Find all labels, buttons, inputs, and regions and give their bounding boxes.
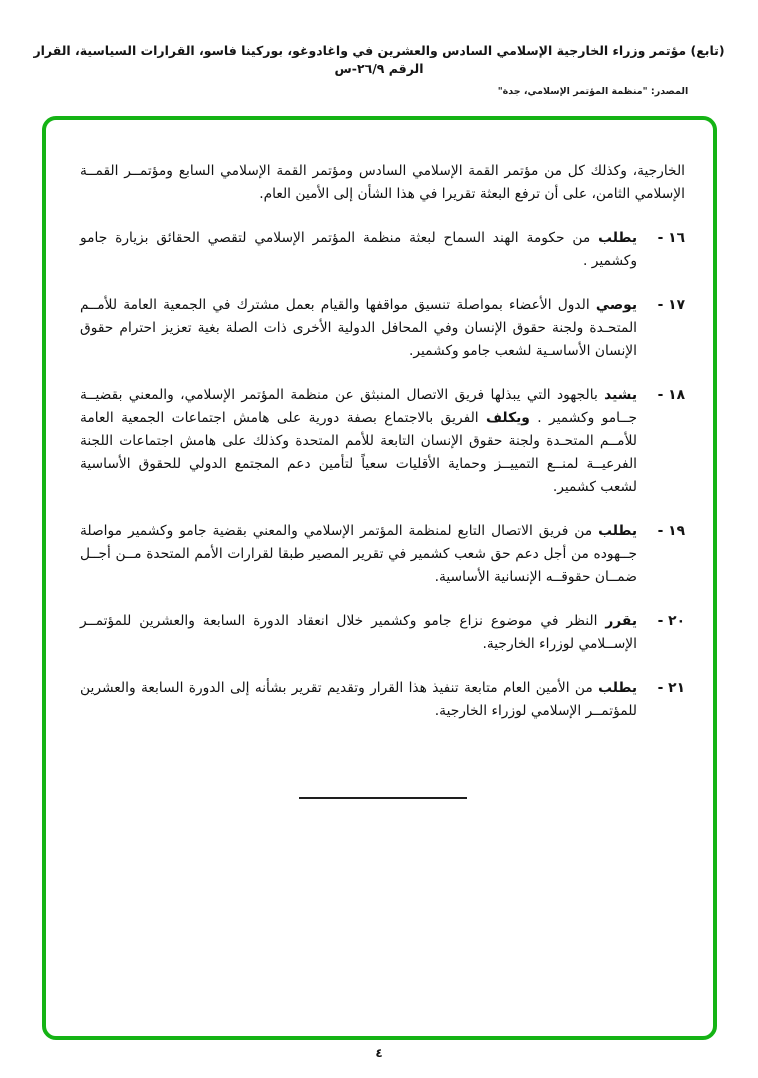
header-source: المصدر: "منظمة المؤتمر الإسلامي، جدة" xyxy=(497,86,689,97)
resolution-item-16 xyxy=(80,227,685,273)
resolution-item-17 xyxy=(80,294,685,363)
resolution-item-21 xyxy=(80,677,685,723)
resolution-item-20 xyxy=(80,610,685,656)
item-number: ٢١ - xyxy=(657,680,685,696)
item-lead-word: يطلب xyxy=(598,680,637,696)
item-text xyxy=(80,384,637,499)
item-text xyxy=(80,677,637,723)
item-body: النظر في موضوع نزاع جامو وكشمير خلال انعقاد الدورة السابعة والعشرين للمؤتمــر الإســلامي لوزراء الخارجية. xyxy=(80,613,637,652)
item-lead-word: يطلب xyxy=(598,523,637,539)
intro-paragraph: الخارجية، وكذلك كل من مؤتمر القمة الإسلامي السادس ومؤتمر القمة الإسلامي السابع ومؤتمــر القمــة الإسلامي الثامن، على أن ترفع البعثة تقريرا في هذا الشأن إلى الأمين العام. xyxy=(80,163,685,202)
section-separator xyxy=(299,797,467,799)
item-text xyxy=(80,520,637,589)
item-number: ١٧ - xyxy=(657,297,685,313)
item-number: ١٨ - xyxy=(657,387,685,403)
item-body: بالجهود التي يبذلها فريق الاتصال المنبثق عن منظمة المؤتمر الإسلامي، والمعني بقضيــة جــامو وكشمير . xyxy=(80,387,637,426)
page-header xyxy=(0,0,758,97)
item-lead-word: يوصي xyxy=(595,297,637,313)
item-text xyxy=(80,294,637,363)
page-number: ٤ xyxy=(375,1046,383,1060)
item-text xyxy=(80,610,637,656)
item-body: من حكومة الهند السماح لبعثة منظمة المؤتمر الإسلامي لتقصي الحقائق بزيارة جامو وكشمير . xyxy=(80,230,637,269)
item-text xyxy=(80,227,637,273)
item-body: من فريق الاتصال التابع لمنظمة المؤتمر الإسلامي والمعني بقضية جامو وكشمير مواصلة جــهوده من أجل دعم حق شعب كشمير في تقرير المصير طبقا لقرارات الأمم المتحدة مــن أجــل ضمــان حقوقــه الإنسانية الأساسية. xyxy=(80,523,637,585)
item-lead-word: يطلب xyxy=(598,230,637,246)
resolution-item-18 xyxy=(80,384,685,499)
item-lead-word: يقرر xyxy=(605,613,637,629)
item-body-2: الفريق بالاجتماع بصفة دورية على هامش اجتماعات الجمعية العامة للأمــم المتحـدة ولجنة حقوق الإنسان التابعة للأمم المتحدة وكذلك على هامش اجتماعات اللجنة الفرعيــة لمنــع التمييــز وحماية الأقليات سعياً لتأمين دعم المجتمع الدولي للحقوق الأساسية لشعب كشمير. xyxy=(80,410,637,495)
content-frame xyxy=(42,116,717,1040)
item-lead-word-2: ويكلف xyxy=(486,410,530,426)
item-lead-word: يشيد xyxy=(604,387,637,403)
item-number: ١٦ - xyxy=(657,230,685,246)
item-body: من الأمين العام متابعة تنفيذ هذا القرار وتقديم تقرير بشأنه إلى الدورة السابعة والعشرين للمؤتمــر الإسلامي لوزراء الخارجية. xyxy=(80,680,637,719)
resolution-list xyxy=(80,227,685,723)
resolution-item-19 xyxy=(80,520,685,589)
item-body: الدول الأعضاء بمواصلة تنسيق مواقفها والقيام بعمل مشترك في الجمعية العامة للأمــم المتحـدة ولجنة حقوق الإنسان وفي المحافل الدولية الأخرى ذات الصلة بغية تعزيز احترام حقوق الإنسان الأساسـية لشعب جامو وكشمير. xyxy=(80,297,637,359)
item-number: ١٩ - xyxy=(657,523,685,539)
header-title: (تابع) مؤتمر وزراء الخارجية الإسلامي السادس والعشرين في واغادوغو، بوركينا فاسو، القرارات السياسية، القرار الرقم ٢٦/٩-س xyxy=(33,43,725,76)
item-number: ٢٠ - xyxy=(657,613,685,629)
